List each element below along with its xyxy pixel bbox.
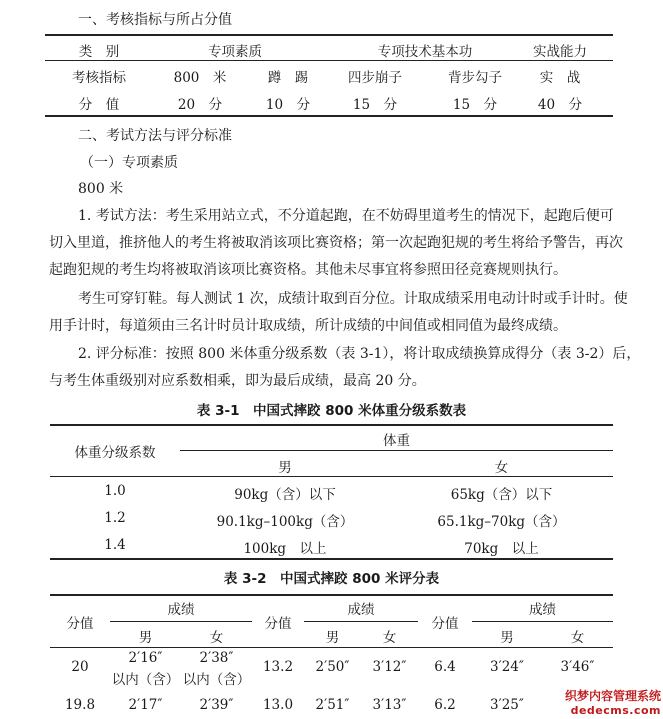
table-cell: 40 分 bbox=[537, 97, 583, 113]
table-header-cell: 男 bbox=[325, 630, 340, 646]
table-cell: 2′16″ bbox=[128, 650, 163, 666]
table-cell: 四步崩子 bbox=[348, 70, 402, 86]
table-cell: 1.4 bbox=[104, 537, 126, 553]
table-header-cell: 体重 bbox=[383, 433, 410, 449]
table-cell: 20 bbox=[71, 659, 89, 675]
table-cell: 70kg 以上 bbox=[464, 541, 539, 557]
table-caption: 表 3-2 中国式摔跤 800 米评分表 bbox=[223, 571, 440, 587]
table-header-rule bbox=[50, 476, 613, 477]
table-header-rule bbox=[304, 621, 418, 622]
table-header-rule bbox=[45, 60, 613, 61]
table-header-cell: 女 bbox=[382, 630, 397, 646]
table-cell: 90kg（含）以下 bbox=[234, 487, 336, 503]
table-header-cell: 分值 bbox=[264, 616, 292, 632]
table-header-cell: 实战能力 bbox=[533, 44, 587, 60]
table-header-cell: 分值 bbox=[66, 616, 94, 632]
table-cell: 3′25″ bbox=[490, 697, 524, 713]
paragraph-line: 与考生体重级别对应系数相乘，即为最后成绩，最高 20 分。 bbox=[49, 373, 426, 389]
table-header-cell: 女 bbox=[570, 630, 585, 646]
table-header-cell: 分值 bbox=[431, 616, 459, 632]
table-cell: 1.2 bbox=[104, 510, 126, 526]
table-cell: 考核指标 bbox=[72, 70, 126, 86]
table-cell: 实 战 bbox=[539, 70, 581, 86]
table-header-cell: 成绩 bbox=[529, 602, 556, 618]
table-cell: 15 分 bbox=[452, 97, 498, 113]
table-cell: 15 分 bbox=[352, 97, 398, 113]
table-cell: 2′50″ bbox=[315, 659, 350, 675]
subsection-title: （一）专项素质 bbox=[80, 155, 178, 171]
table-cell: 6.2 bbox=[434, 697, 456, 713]
table-cell: 10 分 bbox=[265, 97, 311, 113]
table-bottom-rule bbox=[45, 115, 613, 117]
table-top-rule bbox=[45, 34, 613, 36]
table-cell: 1.0 bbox=[104, 483, 126, 499]
section-title-2: 二、考试方法与评分标准 bbox=[78, 128, 232, 144]
table-cell: 2′17″ bbox=[128, 697, 163, 713]
table-header-cell: 女 bbox=[494, 460, 509, 476]
table-header-rule bbox=[110, 621, 252, 622]
table-header-cell: 专项技术基本功 bbox=[377, 44, 473, 60]
table-header-cell: 男 bbox=[500, 630, 514, 646]
section-title-1: 一、考核指标与所占分值 bbox=[78, 12, 232, 28]
table-cell: 13.0 bbox=[262, 697, 294, 713]
table-cell: 90.1kg–100kg（含） bbox=[216, 514, 354, 530]
table-header-cell: 男 bbox=[278, 460, 292, 476]
paragraph-line: 考生可穿钉鞋。每人测试 1 次，成绩计取到百分位。计取成绩采用电动计时或手计时。使 bbox=[78, 291, 628, 307]
table-cell: 分 值 bbox=[78, 97, 120, 113]
table-header-cell: 女 bbox=[209, 630, 224, 646]
table-header-rule bbox=[180, 450, 613, 451]
watermark-line: 织梦内容管理系统 bbox=[564, 689, 661, 703]
table-cell: 2′51″ bbox=[315, 697, 350, 713]
table-cell: 3′46″ bbox=[560, 659, 595, 675]
table-cell: 以内（含） bbox=[182, 672, 251, 688]
item-heading: 800 米 bbox=[78, 181, 124, 197]
table-header-rule bbox=[50, 647, 613, 648]
table-cell: 3′12″ bbox=[372, 659, 407, 675]
table-bottom-rule bbox=[50, 558, 613, 560]
table-header-cell: 专项素质 bbox=[208, 44, 262, 60]
table-header-cell: 成绩 bbox=[167, 602, 195, 618]
table-header-cell: 成绩 bbox=[347, 602, 375, 618]
paragraph-line: 起跑犯规的考生均将被取消该项比赛资格。其他未尽事宜将参照田径竞赛规则执行。 bbox=[49, 262, 567, 278]
table-cell: 以内（含） bbox=[111, 672, 180, 688]
paragraph-line: 1. 考试方法：考生采用站立式，不分道起跑，在不妨碍里道考生的情况下，起跑后便可 bbox=[78, 208, 614, 224]
table-cell: 13.2 bbox=[262, 659, 294, 675]
table-cell: 6.4 bbox=[434, 659, 456, 675]
table-cell: 蹲 踢 bbox=[267, 70, 309, 86]
table-caption: 表 3-1 中国式摔跤 800 米体重分级系数表 bbox=[196, 403, 467, 419]
table-cell: 2′38″ bbox=[199, 650, 234, 666]
paragraph-line: 用手计时，每道须由三名计时员计取成绩，所计成绩的中间值或相同值为最终成绩。 bbox=[49, 318, 567, 334]
table-top-rule bbox=[50, 424, 613, 426]
table-cell: 65.1kg–70kg（含） bbox=[437, 514, 566, 530]
table-cell: 800 米 bbox=[173, 70, 227, 86]
table-cell: 19.8 bbox=[64, 697, 96, 713]
table-cell: 20 分 bbox=[177, 97, 223, 113]
table-top-rule bbox=[50, 594, 613, 596]
paragraph-line: 切入里道，推挤他人的考生将被取消该项比赛资格；第一次起跑犯规的考生将给予警告，再次 bbox=[49, 235, 623, 251]
table-cell: 3′13″ bbox=[372, 697, 407, 713]
table-header-rule bbox=[472, 621, 613, 622]
watermark-logo bbox=[565, 687, 661, 717]
table-header-cell: 类 别 bbox=[78, 44, 120, 60]
table-cell: 3′24″ bbox=[490, 659, 524, 675]
watermark-line: dedecms.com bbox=[570, 704, 661, 717]
table-cell: 100kg 以上 bbox=[243, 541, 327, 557]
table-cell: 65kg（含）以下 bbox=[450, 487, 553, 503]
paragraph-line: 2. 评分标准：按照 800 米体重分级系数（表 3-1），将计取成绩换算成得分（表 3-2）后， bbox=[78, 346, 641, 362]
table-cell: 背步勾子 bbox=[448, 70, 502, 86]
table-header-cell: 男 bbox=[138, 630, 153, 646]
table-cell: 2′39″ bbox=[199, 697, 234, 713]
table-header-cell: 体重分级系数 bbox=[74, 445, 156, 461]
